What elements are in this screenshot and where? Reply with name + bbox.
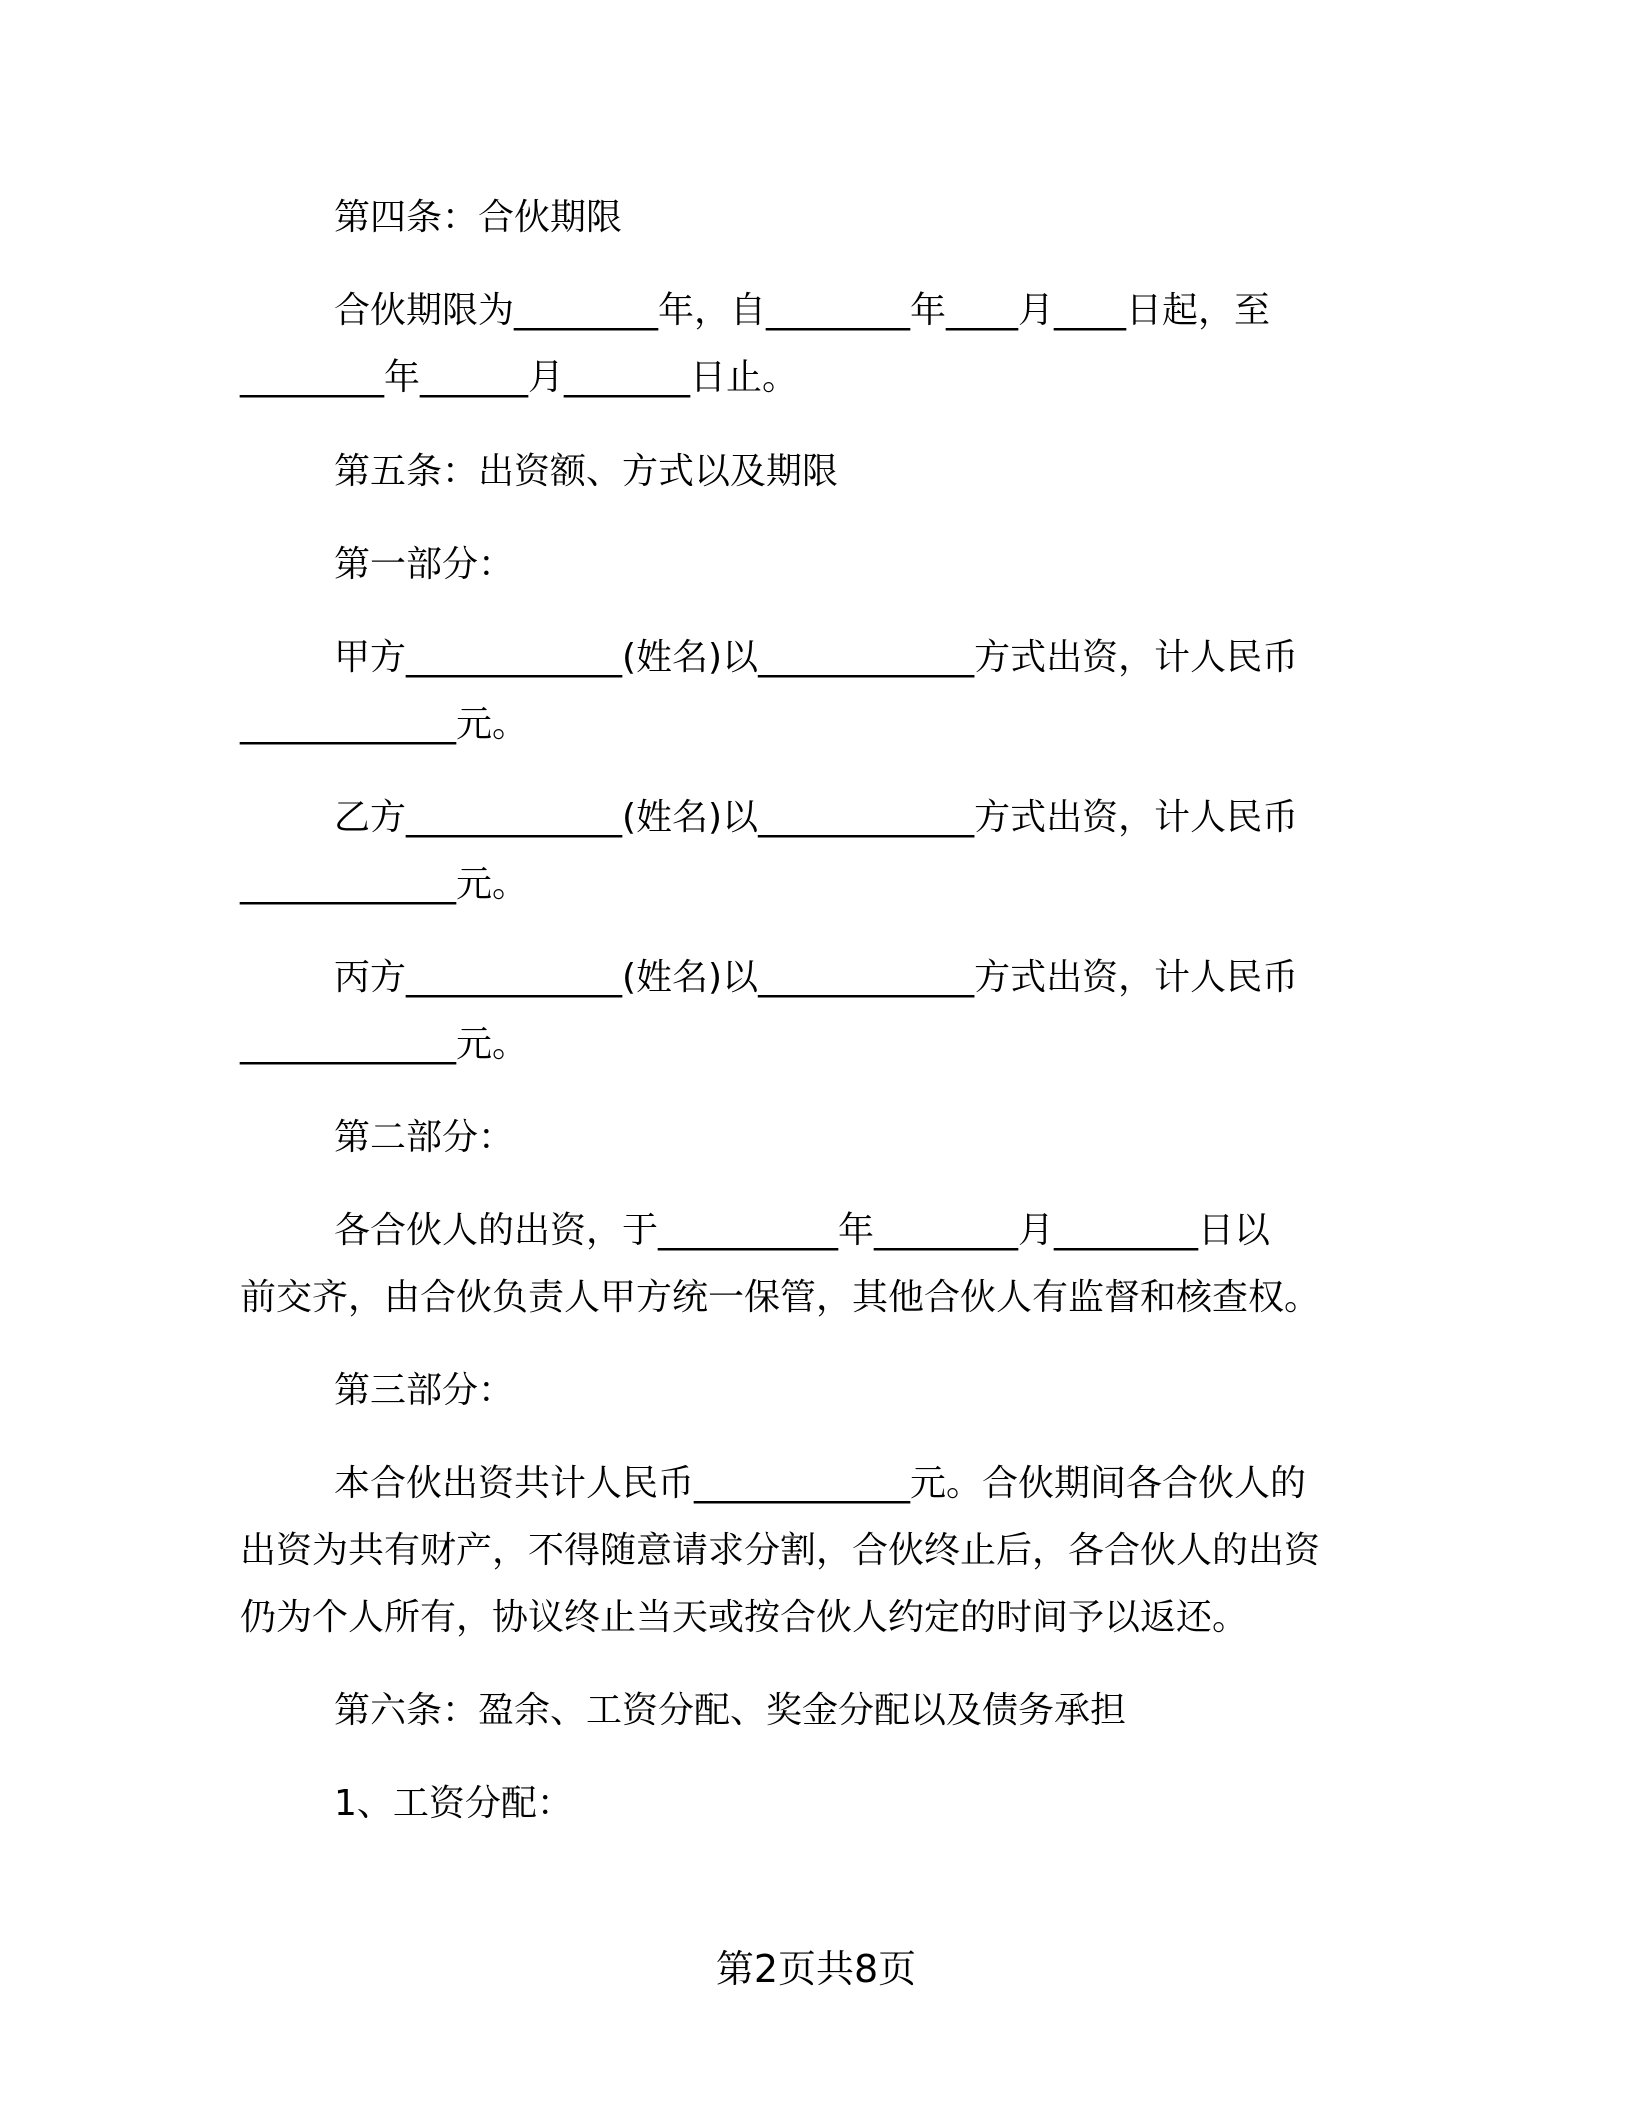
page-number: 第2页共8页 (715, 1947, 917, 1991)
paragraph-line: 乙方____________(姓名)以____________方式出资，计人民币 (334, 797, 1299, 838)
paragraph-line: ____________元。 (240, 1024, 529, 1065)
section-part-1: 第一部分： (334, 544, 515, 585)
paragraph-line: 仍为个人所有，协议终止当天或按合伙人约定的时间予以返还。 (240, 1597, 1249, 1638)
paragraph-line: 出资为共有财产，不得随意请求分割，合伙终止后，各合伙人的出资 (240, 1530, 1321, 1571)
paragraph-line: ____________元。 (240, 704, 529, 745)
article-6-heading: 第六条：盈余、工资分配、奖金分配以及债务承担 (334, 1690, 1127, 1731)
paragraph-line: 各合伙人的出资，于__________年________月________日以 (334, 1210, 1271, 1251)
paragraph-line: ____________元。 (240, 864, 529, 905)
paragraph-line: 甲方____________(姓名)以____________方式出资，计人民币 (334, 637, 1299, 678)
paragraph-line: 前交齐，由合伙负责人甲方统一保管，其他合伙人有监督和核查权。 (240, 1277, 1321, 1318)
paragraph-line: 丙方____________(姓名)以____________方式出资，计人民币 (334, 957, 1299, 998)
article-4-heading: 第四条：合伙期限 (334, 197, 623, 238)
article-5-heading: 第五条：出资额、方式以及期限 (334, 451, 839, 492)
item-1-heading: 1、工资分配： (334, 1783, 573, 1824)
section-part-3: 第三部分： (334, 1370, 515, 1411)
paragraph-line: 本合伙出资共计人民币____________元。合伙期间各合伙人的 (334, 1463, 1307, 1504)
paragraph-line: ________年______月_______日止。 (240, 357, 799, 398)
section-part-2: 第二部分： (334, 1117, 515, 1158)
paragraph-line: 合伙期限为________年，自________年____月____日起，至 (334, 290, 1271, 331)
